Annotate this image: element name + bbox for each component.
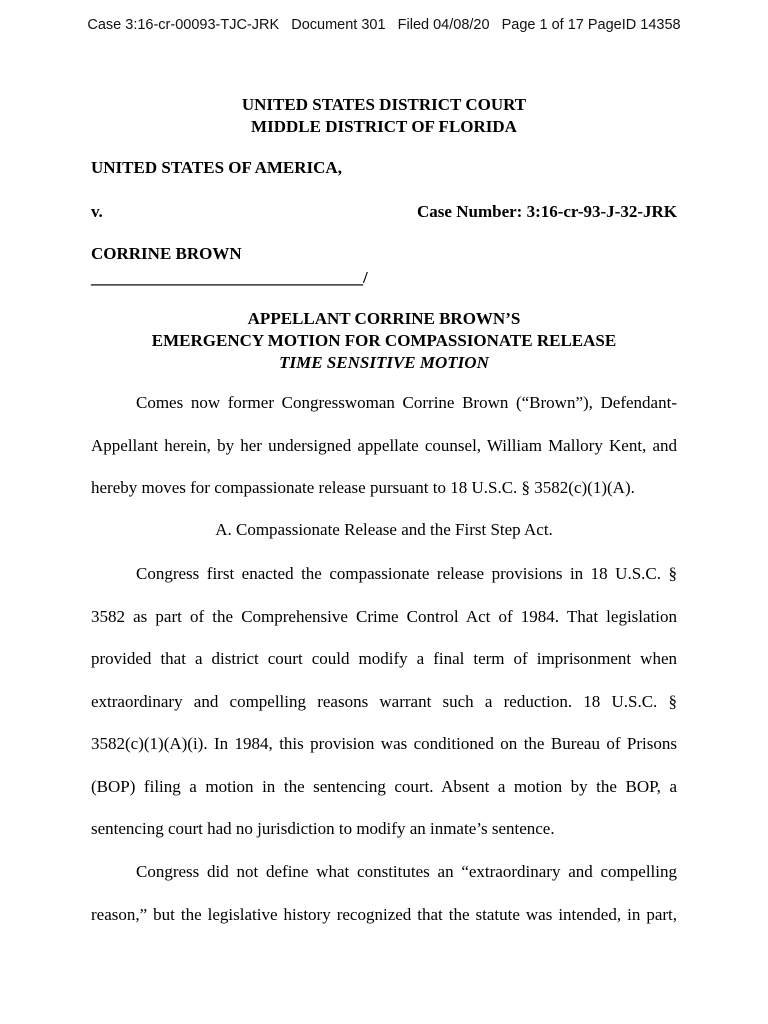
motion-title-line3: TIME SENSITIVE MOTION (279, 353, 489, 372)
court-name: UNITED STATES DISTRICT COURT (241, 95, 527, 114)
paragraph-line: hereby moves for compassionate release pursuant to 18 U.S.C. § 3582(c)(1)(A). (91, 478, 635, 497)
paragraph-line: Congress did not define what constitutes an “extraordinary and compelling (136, 862, 677, 881)
caption-signature-line: ________________________________/ (91, 268, 368, 287)
paragraph-intro (91, 382, 677, 510)
motion-title (0, 308, 768, 374)
plaintiff-name: UNITED STATES OF AMERICA, (91, 158, 342, 177)
paragraph-line: 3582(c)(1)(A)(i). In 1984, this provision was conditioned on the Bureau of Prisons (91, 734, 677, 753)
paragraph-line: Comes now former Congresswoman Corrine Brown (“Brown”), Defendant- (136, 393, 677, 412)
paragraph-definition (91, 851, 677, 936)
motion-title-line2: EMERGENCY MOTION FOR COMPASSIONATE RELEASE (151, 331, 617, 350)
defendant-name: CORRINE BROWN (91, 244, 242, 263)
case-header-stamp: Case 3:16-cr-00093-TJC-JRK Document 301 Filed 04/08/20 Page 1 of 17 PageID 14358 (87, 17, 681, 33)
section-a-heading: A. Compassionate Release and the First Step Act. (215, 520, 553, 539)
court-district: MIDDLE DISTRICT OF FLORIDA (251, 117, 517, 136)
paragraph-line: Appellant herein, by her undersigned appellate counsel, William Mallory Kent, and (91, 435, 677, 455)
versus-label: v. (91, 202, 103, 221)
paragraph-line: provided that a district court could modify a final term of imprisonment when (91, 649, 677, 668)
court-heading (0, 94, 768, 138)
case-number: Case Number: 3:16-cr-93-J-32-JRK (417, 202, 677, 221)
motion-title-line1: APPELLANT CORRINE BROWN’S (247, 309, 521, 328)
paragraph-line: (BOP) filing a motion in the sentencing court. Absent a motion by the BOP, a (91, 776, 677, 796)
paragraph-line: sentencing court had no jurisdiction to modify an inmate’s sentence. (91, 819, 555, 838)
paragraph-history (91, 553, 677, 851)
paragraph-line: reason,” but the legislative history recognized that the statute was intended, in part, (91, 904, 677, 924)
paragraph-line: Congress first enacted the compassionate release provisions in 18 U.S.C. § (136, 564, 677, 583)
paragraph-line: 3582 as part of the Comprehensive Crime Control Act of 1984. That legislation (91, 606, 677, 626)
paragraph-line: extraordinary and compelling reasons warrant such a reduction. 18 U.S.C. § (91, 691, 677, 711)
